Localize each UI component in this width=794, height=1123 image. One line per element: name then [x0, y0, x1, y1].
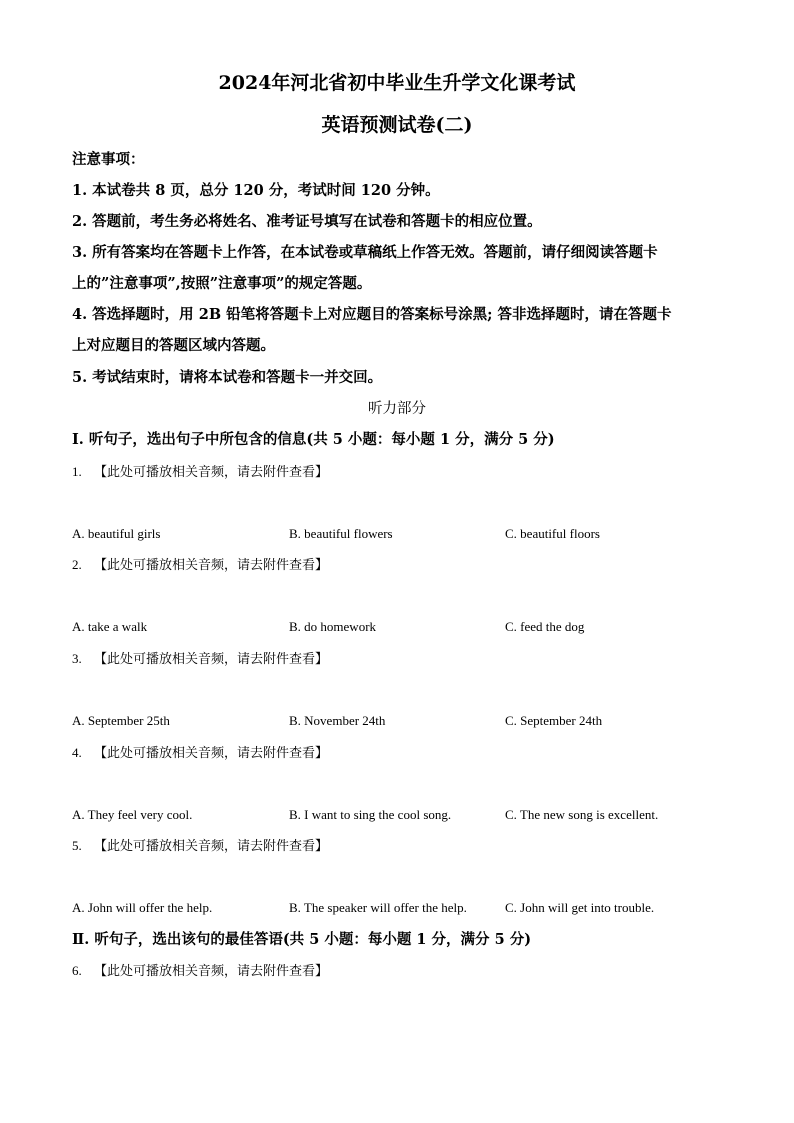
q5-option-a: A. John will offer the help.: [72, 900, 213, 915]
q2-option-b: B. do homework: [289, 619, 377, 634]
question-number: 6.: [72, 963, 82, 978]
exam-title: 2024年河北省初中毕业生升学文化课考试: [218, 72, 576, 94]
q4-option-a: A. They feel very cool.: [72, 807, 193, 822]
question-number: 4.: [72, 745, 82, 760]
question-number: 1.: [72, 464, 82, 479]
part2-heading: Ⅱ. 听句子，选出该句的最佳答语(共 5 小题：每小题 1 分，满分 5 分): [72, 931, 532, 948]
q5-option-b: B. The speaker will offer the help.: [289, 900, 467, 915]
q5-option-c: C. John will get into trouble.: [505, 900, 655, 915]
q3-option-a: A. September 25th: [72, 713, 170, 728]
q2-option-a: A. take a walk: [72, 619, 148, 634]
notice-line-3-cont: 上的”注意事项”,按照”注意事项”的规定答题。: [72, 275, 372, 292]
question-number: 2.: [72, 557, 82, 572]
notice-heading: 注意事项：: [72, 151, 145, 168]
question-2: [72, 556, 328, 575]
section-title: 听力部分: [368, 401, 426, 417]
audio-note: 【此处可播放相关音频，请去附件查看】: [94, 465, 329, 480]
audio-note: 【此处可播放相关音频，请去附件查看】: [94, 964, 329, 979]
question-1: [72, 463, 328, 482]
question-3: [72, 650, 328, 669]
q1-option-b: B. beautiful flowers: [289, 526, 393, 541]
audio-note: 【此处可播放相关音频，请去附件查看】: [94, 746, 329, 761]
notice-line-3: 3. 所有答案均在答题卡上作答，在本试卷或草稿纸上作答无效。答题前，请仔细阅读答题卡: [72, 244, 658, 261]
question-4: [72, 744, 328, 763]
q4-option-b: B. I want to sing the cool song.: [289, 807, 452, 822]
q3-option-b: B. November 24th: [289, 713, 386, 728]
notice-line-1: 1. 本试卷共 8 页，总分 120 分，考试时间 120 分钟。: [72, 182, 440, 199]
notice-line-4: 4. 答选择题时，用 2B 铅笔将答题卡上对应题目的答案标号涂黑; 答非选择题时，请在答题卡: [72, 306, 672, 323]
q3-option-c: C. September 24th: [505, 713, 603, 728]
audio-note: 【此处可播放相关音频，请去附件查看】: [94, 558, 329, 573]
q1-option-a: A. beautiful girls: [72, 526, 161, 541]
notice-line-5: 5. 考试结束时，请将本试卷和答题卡一并交回。: [72, 369, 383, 386]
question-5: [72, 837, 328, 856]
part1-heading: I. 听句子，选出句子中所包含的信息(共 5 小题：每小题 1 分，满分 5 分): [72, 431, 555, 448]
audio-note: 【此处可播放相关音频，请去附件查看】: [94, 652, 329, 667]
notice-line-2: 2. 答题前，考生务必将姓名、准考证号填写在试卷和答题卡的相应位置。: [72, 213, 542, 230]
exam-subtitle: 英语预测试卷(二): [321, 114, 473, 136]
notice-line-4-cont: 上对应题目的答题区域内答题。: [72, 337, 275, 354]
q2-option-c: C. feed the dog: [505, 619, 585, 634]
question-6: [72, 962, 328, 981]
audio-note: 【此处可播放相关音频，请去附件查看】: [94, 839, 329, 854]
question-number: 3.: [72, 651, 82, 666]
question-number: 5.: [72, 838, 82, 853]
q4-option-c: C. The new song is excellent.: [505, 807, 659, 822]
q1-option-c: C. beautiful floors: [505, 526, 600, 541]
